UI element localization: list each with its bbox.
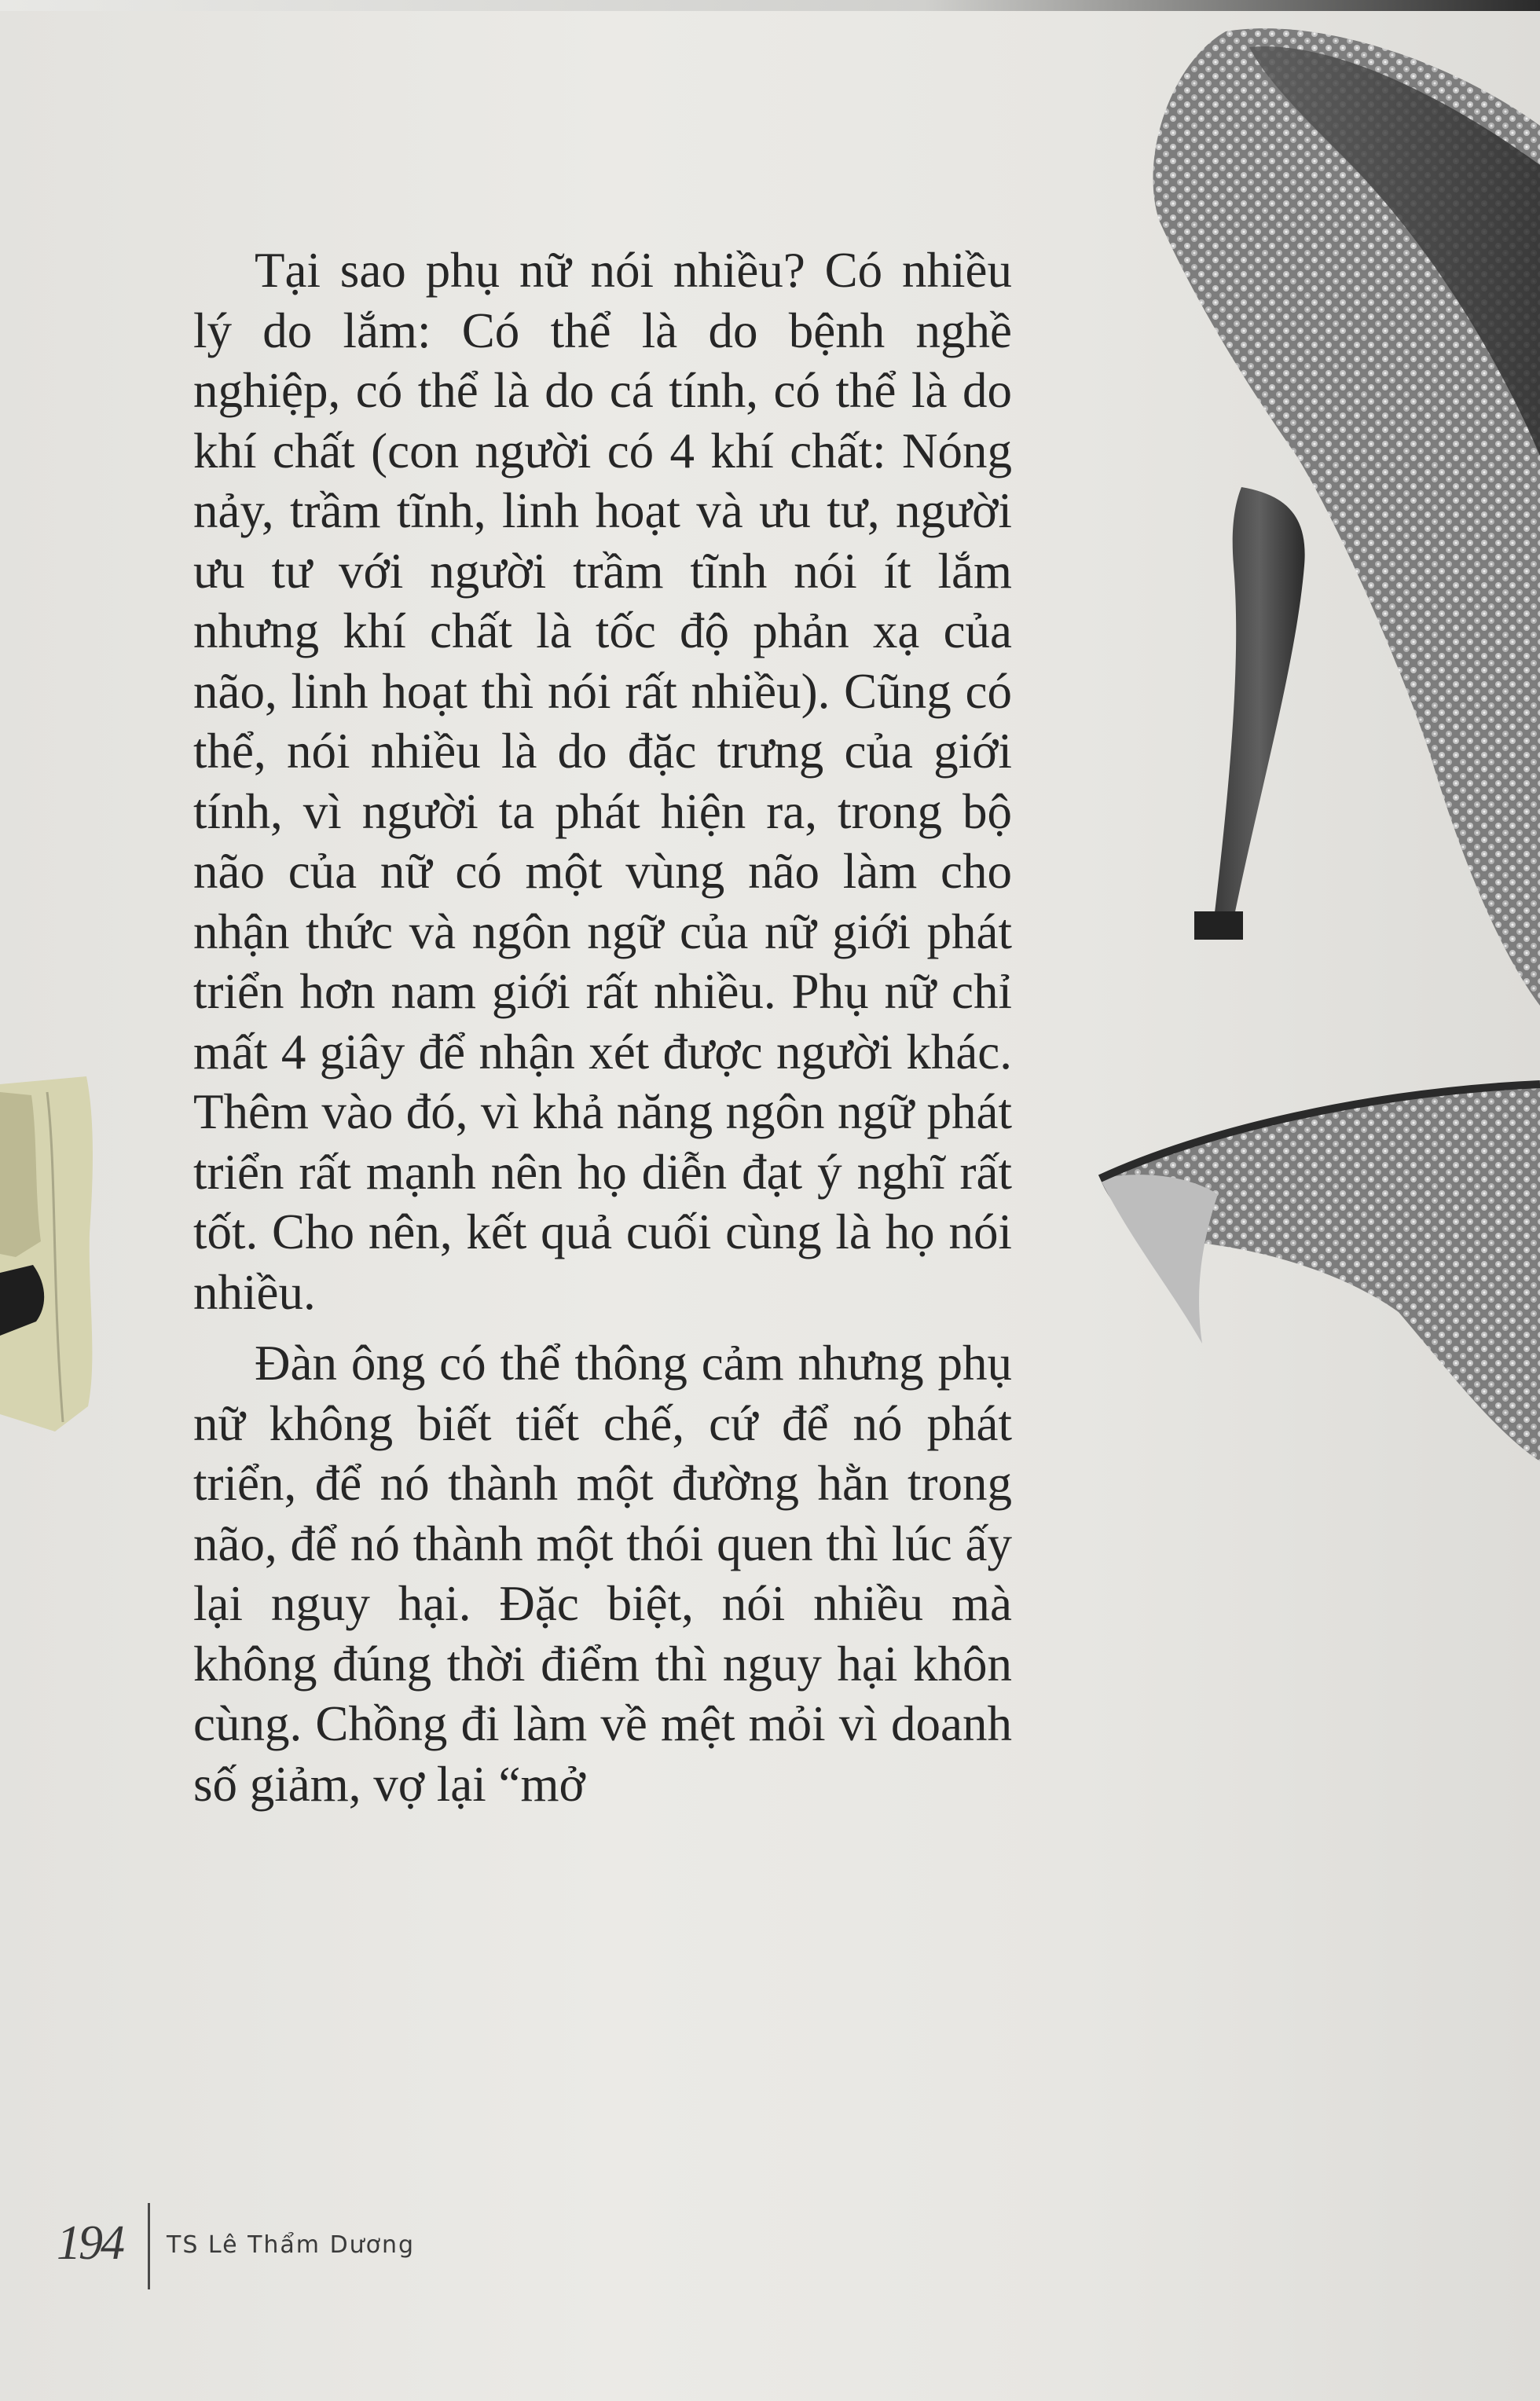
author-name: TS Lê Thẩm Dương [167,2231,416,2259]
body-text [193,240,1012,1825]
page-number: 194 [57,2216,123,2270]
page-footer [47,2200,754,2294]
page-top-edge [0,0,1540,11]
paragraph-2: Đàn ông có thể thông cảm nhưng phụ nữ không biết tiết chế, cứ để nó phát triển, để nó thành một đường hằn trong não, để nó thành một thói quen thì lúc ấy lại nguy hại. Đặc biệt, nói nhiều mà không đúng thời điểm thì nguy hại khôn cùng. Chồng đi làm về mệt mỏi vì doanh số giảm, vợ lại “mở [193,1336,1012,1812]
sticky-note [0,1076,102,1438]
footer-divider [148,2203,150,2289]
high-heel-shoe-illustration [1084,16,1540,1461]
paragraph-1: Tại sao phụ nữ nói nhiều? Có nhiều lý do lắm: Có thể là do bệnh nghề nghiệp, có thể là do cá tính, có thể là do khí chất (con người có 4 khí chất: Nóng nảy, trầm tĩnh, linh hoạt và ưu tư, người ưu tư với người trầm tĩnh nói ít lắm nhưng khí chất là tốc độ phản xạ của não, linh hoạt thì nói rất nhiều). Cũng có thể, nói nhiều là do đặc trưng của giới tính, vì người ta phát hiện ra, trong bộ não của nữ có một vùng não làm cho nhận thức và ngôn ngữ của nữ giới phát triển hơn nam giới rất nhiều. Phụ nữ chỉ mất 4 giây để nhận xét được người khác. Thêm vào đó, vì khả năng ngôn ngữ phát triển rất mạnh nên họ diễn đạt ý nghĩ rất tốt. Cho nên, kết quả cuối cùng là họ nói nhiều. [193,243,1012,1320]
